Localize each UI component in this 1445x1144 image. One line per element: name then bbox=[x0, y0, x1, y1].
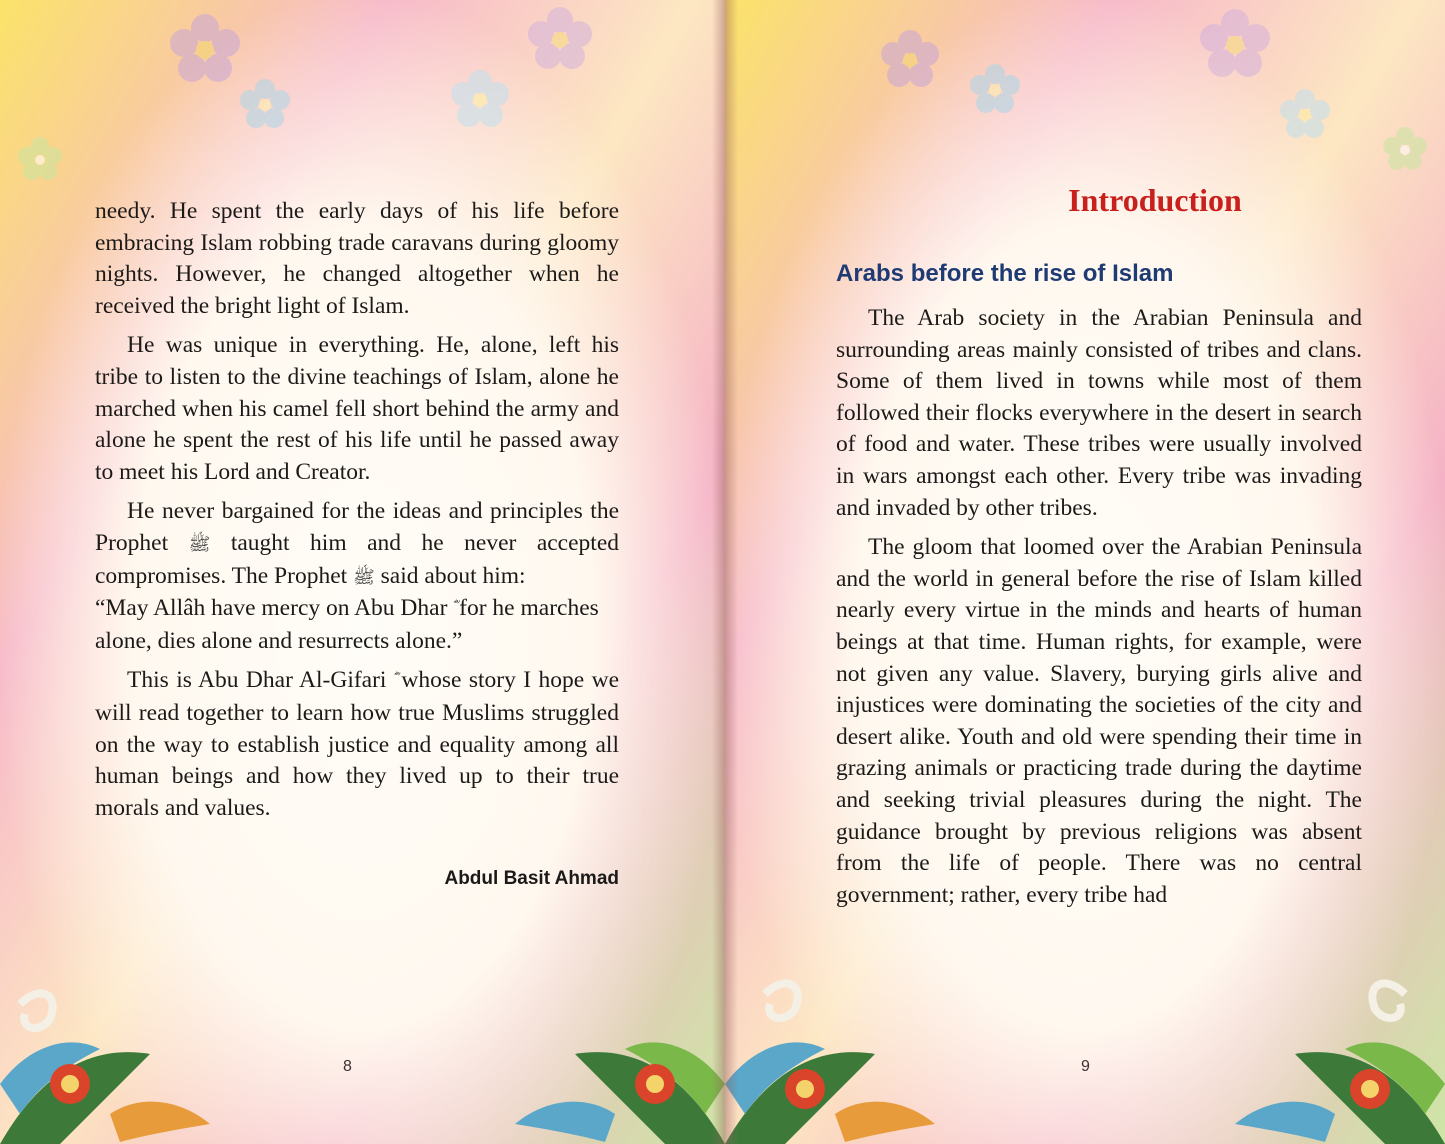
text-segment: He never bargained for the ideas and principles the Prophet bbox=[95, 498, 619, 556]
section-subheading: Arabs before the rise of Islam bbox=[836, 260, 1174, 287]
page-number: 9 bbox=[1081, 1058, 1090, 1075]
page-heading: Introduction bbox=[1068, 182, 1242, 218]
honorific-symbol: ﷺ bbox=[353, 566, 375, 587]
paragraph: He was unique in everything. He, alone, left his tribe to listen to the divine teachings of Islam, alone he marched when his camel fell short behind the army and alone he spent the rest of his life until he passed away to meet his Lord and Creator. bbox=[95, 332, 619, 485]
paragraph: needy. He spent the early days of his life before embracing Islam robbing trade caravans during gloomy nights. However, he changed altogether when he received the bright light of Islam. bbox=[95, 198, 619, 319]
right-body-text bbox=[836, 303, 1362, 919]
text-segment: taught him and he never accepted compromises. The Prophet bbox=[95, 529, 620, 589]
flower-border-top-right bbox=[725, 0, 1445, 190]
paragraph: The gloom that loomed over the Arabian Peninsula and the world in general before the rise of Islam killed nearly every virtue in the minds and hearts of human beings at that time. Human rights, for example, were not given any value. Slavery, burying girls alive and injustices were dominating the societies of the city and desert alike. Youth and old were spending their time in grazing animals or practicing trade during the daytime and seeking trivial pleasures during the night. The guidance brought by previous religions was absent from the life of people. There was no central government; rather, every tribe had bbox=[836, 534, 1362, 908]
author-name: Abdul Basit Ahmad bbox=[444, 868, 619, 889]
paragraph bbox=[95, 496, 619, 657]
quote-segment: for he marches alone, dies alone and resurrects alone.” bbox=[95, 595, 599, 654]
floral-corner-ornament bbox=[1185, 884, 1445, 1144]
paragraph bbox=[95, 665, 619, 824]
quote-segment: “May Allâh have mercy on Abu Dhar bbox=[95, 595, 448, 622]
text-segment: said about him: bbox=[380, 562, 526, 589]
right-page bbox=[725, 0, 1445, 1144]
text-segment: This is Abu Dhar Al-Gifari bbox=[127, 667, 387, 694]
left-body-text bbox=[95, 196, 619, 832]
quote bbox=[95, 593, 619, 657]
page-number: 8 bbox=[343, 1058, 352, 1075]
floral-corner-ornament bbox=[725, 884, 985, 1144]
honorific-symbol: ﷺ bbox=[188, 533, 211, 554]
text-segment: whose story I hope we will read together to learn how true Muslims struggled on the way to establish justice and equality among all human beings and how they lived up to their true morals and values. bbox=[95, 667, 620, 821]
floral-corner-ornament bbox=[465, 884, 725, 1144]
floral-corner-ornament bbox=[0, 884, 260, 1144]
flower-border-top-left bbox=[0, 0, 725, 190]
paragraph: The Arab society in the Arabian Peninsula and surrounding areas mainly consisted of tribes and clans. Some of them lived in towns while most of them followed their flocks everywhere in the desert in search of food and water. These tribes were usually involved in wars amongst each other. Every tribe was invading and invaded by other tribes. bbox=[836, 305, 1362, 521]
book-gutter bbox=[712, 0, 738, 1144]
